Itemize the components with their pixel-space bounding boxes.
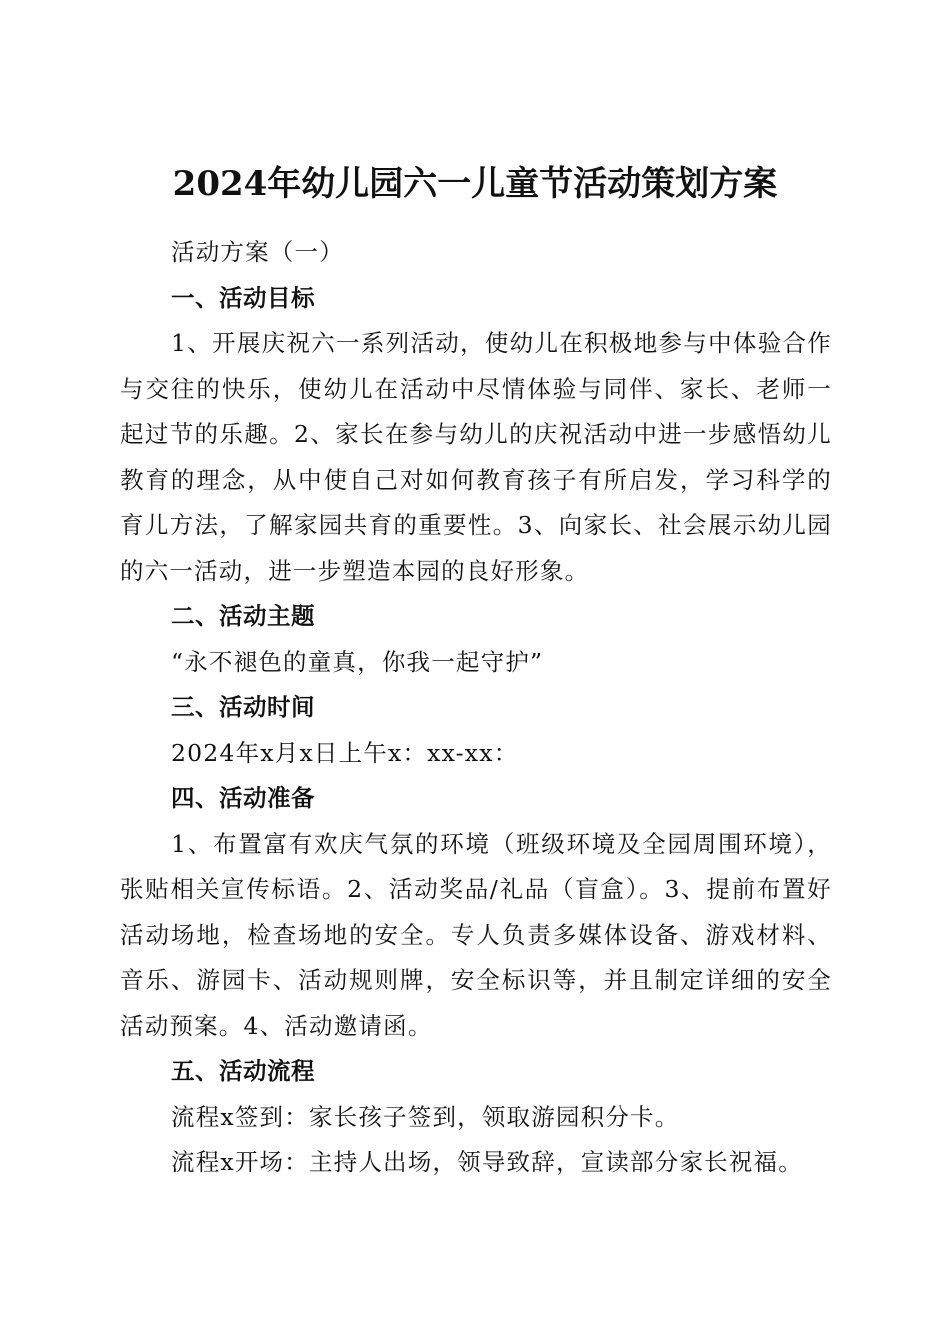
section-heading-goal: 一、活动目标 — [171, 283, 315, 312]
section-heading-theme: 二、活动主题 — [171, 602, 315, 630]
section-text-preparation: 1、布置富有欢庆气氛的环境（班级环境及全园周围环境），张贴相关宣传标语。2、活动奖品/礼品（盲盒）。3、提前布置好活动场地，检查场地的安全。专人负责多媒体设备、游戏材料、音乐、游园卡、活动规则牌，安全标识等，并且制定详细的安全活动预案。4、活动邀请函。 — [120, 829, 832, 1040]
plan-label: 活动方案（一） — [171, 238, 344, 266]
section-text-goal: 1、开展庆祝六一系列活动，使幼儿在积极地参与中体验合作与交往的快乐，使幼儿在活动中尽情体验与同伴、家长、老师一起过节的乐趣。2、家长在参与幼儿的庆祝活动中进一步感悟幼儿教育的理念，从中使自己对如何教育孩子有所启发，学习科学的育儿方法，了解家园共育的重要性。3、向家长、社会展示幼儿园的六一活动，进一步塑造本园的良好形象。 — [120, 329, 832, 585]
section-heading-preparation: 四、活动准备 — [171, 784, 315, 812]
flow-step-opening: 流程x开场：主持人出场，领导致辞，宣读部分家长祝福。 — [171, 1148, 803, 1176]
section-heading-flow: 五、活动流程 — [171, 1057, 315, 1085]
flow-step-signin: 流程x签到：家长孩子签到，领取游园积分卡。 — [171, 1102, 680, 1131]
document-body — [120, 230, 832, 1186]
section-text-time: 2024年x月x日上午x：xx-xx： — [171, 738, 519, 767]
document-title: 2024年幼儿园六一儿童节活动策划方案 — [172, 163, 778, 204]
section-text-theme: “永不褪色的童真，你我一起守护” — [171, 647, 544, 676]
section-heading-time: 三、活动时间 — [171, 693, 315, 721]
